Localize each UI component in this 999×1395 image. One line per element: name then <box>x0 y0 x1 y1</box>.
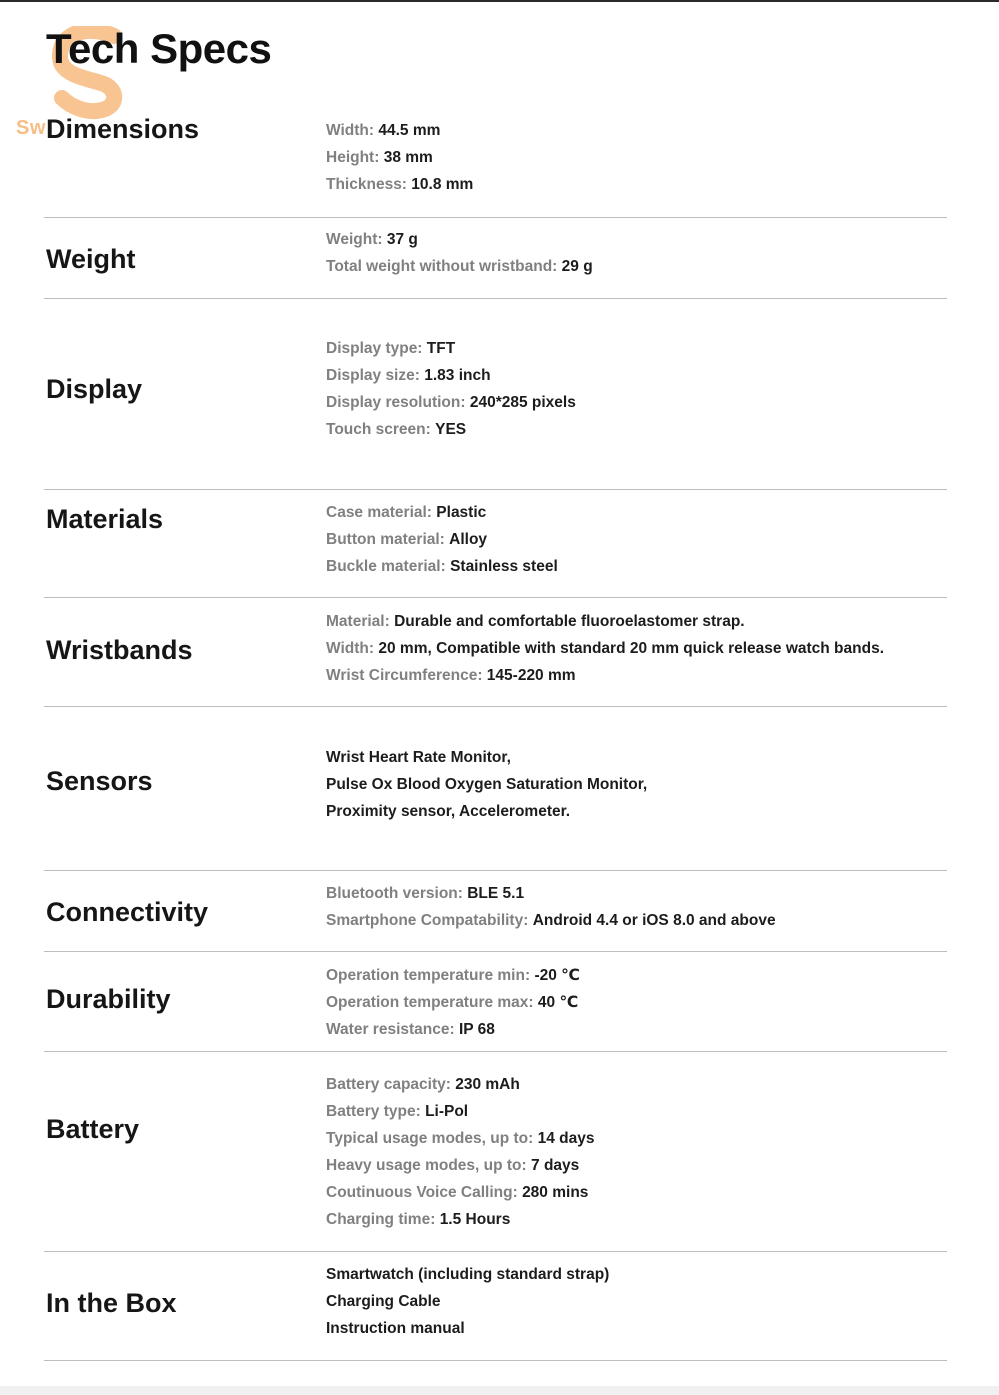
spec-line <box>326 1152 594 1179</box>
spec-value: 230 mAh <box>455 1076 520 1093</box>
spec-values <box>326 1071 594 1233</box>
spec-key: Weight: <box>326 231 383 248</box>
spec-key: Charging time: <box>326 1211 436 1228</box>
spec-value: 44.5 mm <box>378 122 441 139</box>
spec-key: Width: <box>326 122 375 139</box>
spec-key: Height: <box>326 149 380 166</box>
spec-key: Typical usage modes, up to: <box>326 1130 534 1147</box>
section-title: Dimensions <box>46 114 200 144</box>
spec-line <box>326 1206 594 1233</box>
spec-value: Proximity sensor, Accelerometer. <box>326 803 571 820</box>
spec-key: Touch screen: <box>326 421 431 438</box>
spec-line <box>326 1288 609 1315</box>
spec-value: Smartwatch (including standard strap) <box>326 1266 610 1283</box>
spec-key: Heavy usage modes, up to: <box>326 1157 527 1174</box>
spec-values <box>326 744 647 825</box>
spec-line <box>326 1179 594 1206</box>
divider <box>44 217 947 218</box>
spec-line <box>326 1261 609 1288</box>
spec-value: 14 days <box>537 1130 595 1147</box>
spec-line <box>326 553 558 580</box>
divider <box>44 951 947 952</box>
spec-key: Wrist Circumference: <box>326 667 483 684</box>
spec-value: 1.5 Hours <box>439 1211 511 1228</box>
spec-value: 280 mins <box>522 1184 589 1201</box>
spec-value: YES <box>435 421 467 438</box>
section-title: Weight <box>46 244 136 274</box>
spec-value: 29 g <box>561 258 593 275</box>
spec-values <box>326 1261 609 1342</box>
spec-values <box>326 226 593 280</box>
divider <box>44 298 947 299</box>
watermark-text: Sw <box>16 117 46 139</box>
section-title: Battery <box>46 1114 140 1144</box>
spec-key: Case material: <box>326 504 432 521</box>
section-title: Sensors <box>46 766 153 796</box>
section-title: In the Box <box>46 1288 177 1318</box>
spec-line <box>326 144 473 171</box>
section-title: Connectivity <box>46 897 209 927</box>
divider <box>44 489 947 490</box>
divider <box>44 706 947 707</box>
spec-line <box>326 171 473 198</box>
spec-key: Display size: <box>326 367 420 384</box>
spec-key: Display type: <box>326 340 423 357</box>
spec-value: Alloy <box>449 531 488 548</box>
spec-line <box>326 989 580 1016</box>
spec-values <box>326 335 576 443</box>
spec-value: Plastic <box>436 504 487 521</box>
spec-line <box>326 662 884 689</box>
spec-value: 7 days <box>531 1157 580 1174</box>
spec-values <box>326 117 473 198</box>
spec-value: 240*285 pixels <box>469 394 576 411</box>
spec-value: Li-Pol <box>425 1103 469 1120</box>
spec-line <box>326 744 647 771</box>
spec-key: Material: <box>326 613 390 630</box>
spec-value: Charging Cable <box>326 1293 441 1310</box>
spec-key: Smartphone Compatability: <box>326 912 529 929</box>
spec-value: 10.8 mm <box>411 176 474 193</box>
spec-line <box>326 416 576 443</box>
spec-line <box>326 1098 594 1125</box>
section-title: Display <box>46 374 143 404</box>
spec-value: Durable and comfortable fluoroelastomer strap. <box>394 613 745 630</box>
spec-value: IP 68 <box>458 1021 495 1038</box>
spec-values <box>326 880 776 934</box>
bottom-band <box>0 1386 999 1395</box>
spec-value: 40 ℃ <box>537 994 579 1011</box>
spec-line <box>326 499 558 526</box>
spec-line <box>326 362 576 389</box>
spec-value: TFT <box>426 340 456 357</box>
spec-line <box>326 253 593 280</box>
top-border <box>0 0 999 2</box>
section-title: Materials <box>46 504 164 534</box>
spec-value: 1.83 inch <box>424 367 491 384</box>
spec-line <box>326 226 593 253</box>
spec-key: Coutinuous Voice Calling: <box>326 1184 518 1201</box>
spec-line <box>326 389 576 416</box>
spec-key: Button material: <box>326 531 445 548</box>
spec-value: Instruction manual <box>326 1320 465 1337</box>
spec-value: 38 mm <box>383 149 433 166</box>
spec-key: Operation temperature max: <box>326 994 534 1011</box>
spec-line <box>326 1125 594 1152</box>
spec-value: Wrist Heart Rate Monitor, <box>326 749 511 766</box>
spec-line <box>326 608 884 635</box>
section-title: Wristbands <box>46 635 193 665</box>
spec-key: Width: <box>326 640 375 657</box>
divider <box>44 597 947 598</box>
spec-values <box>326 499 558 580</box>
spec-values <box>326 962 580 1043</box>
spec-key: Buckle material: <box>326 558 446 575</box>
spec-line <box>326 1071 594 1098</box>
spec-value: Pulse Ox Blood Oxygen Saturation Monitor, <box>326 776 648 793</box>
spec-values <box>326 608 884 689</box>
spec-line <box>326 1315 609 1342</box>
spec-line <box>326 771 647 798</box>
spec-line <box>326 1016 580 1043</box>
spec-line <box>326 117 473 144</box>
spec-line <box>326 335 576 362</box>
spec-line <box>326 526 558 553</box>
spec-key: Thickness: <box>326 176 407 193</box>
spec-value: 145-220 mm <box>486 667 576 684</box>
spec-line <box>326 907 776 934</box>
spec-value: Android 4.4 or iOS 8.0 and above <box>532 912 776 929</box>
divider <box>44 1051 947 1052</box>
page-title: Tech Specs <box>46 25 272 72</box>
spec-key: Bluetooth version: <box>326 885 463 902</box>
spec-key: Battery type: <box>326 1103 421 1120</box>
spec-line <box>326 880 776 907</box>
spec-value: 20 mm, Compatible with standard 20 mm quick release watch bands. <box>378 640 885 657</box>
spec-key: Water resistance: <box>326 1021 455 1038</box>
spec-key: Operation temperature min: <box>326 967 531 984</box>
spec-value: Stainless steel <box>450 558 558 575</box>
spec-line <box>326 635 884 662</box>
spec-value: -20 ℃ <box>534 967 580 984</box>
spec-key: Display resolution: <box>326 394 466 411</box>
spec-value: BLE 5.1 <box>467 885 525 902</box>
spec-line <box>326 962 580 989</box>
section-title: Durability <box>46 984 171 1014</box>
spec-value: 37 g <box>386 231 418 248</box>
divider <box>44 870 947 871</box>
spec-line <box>326 798 647 825</box>
spec-key: Total weight without wristband: <box>326 258 558 275</box>
divider <box>44 1251 947 1252</box>
spec-key: Battery capacity: <box>326 1076 451 1093</box>
divider <box>44 1360 947 1361</box>
